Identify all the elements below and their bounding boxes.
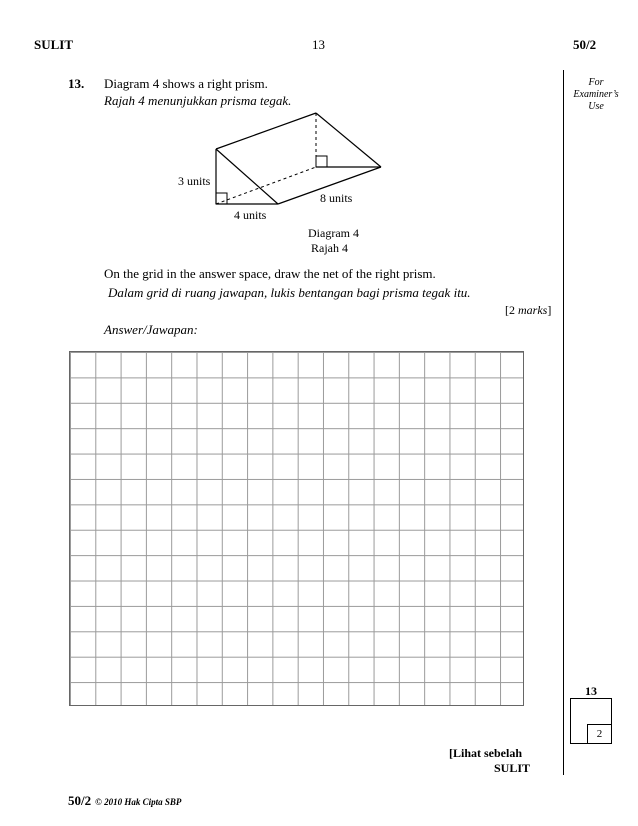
diagram-caption-en: Diagram 4 [308,226,359,240]
footer-paper-code: 50/2 [68,793,92,808]
score-question-number: 13 [585,684,597,698]
instruction-en: On the grid in the answer space, draw the net of the right prism. [104,266,436,281]
label-3-units: 3 units [178,174,211,188]
marks-word: marks [518,303,548,317]
footer-turn-over: [Lihat sebelah [449,746,523,760]
answer-grid[interactable] [69,351,524,706]
instruction-ms: Dalam grid di ruang jawapan, lukis bentangan bagi prisma tegak itu. [108,285,471,300]
paper-code: 50/2 [573,37,597,52]
prism-front-hypotenuse [216,149,278,204]
diagram-caption-ms: Rajah 4 [311,241,348,255]
marks-close: ] [547,303,552,317]
marks-open: [2 [505,303,518,317]
examiner-label-line1: For [588,77,604,88]
header-sulit: SULIT [34,37,74,52]
prism-hidden-base-edge [216,167,316,204]
footer-copyright-line [68,792,181,810]
front-right-angle-marker [216,193,227,204]
question-text-ms: Rajah 4 menunjukkan prisma tegak. [104,93,292,108]
label-8-units: 8 units [320,191,353,205]
marks-allocation [505,303,551,318]
footer-copyright: © 2010 Hak Cipta SBP [95,797,182,807]
examiner-label-line3: Use [588,101,604,112]
question-text-en: Diagram 4 shows a right prism. [104,76,268,91]
page-number: 13 [312,37,325,52]
prism-top-left-edge [216,113,316,149]
prism-top-hypotenuse [316,113,381,167]
label-4-units: 4 units [234,208,267,222]
question-number: 13. [68,76,85,91]
answer-label: Answer/Jawapan: [104,322,198,337]
back-right-angle-marker [316,156,327,167]
examiner-label-line2: Examiner’s [573,89,619,100]
score-marks-box: 2 [587,724,612,744]
footer-sulit: SULIT [494,761,531,775]
